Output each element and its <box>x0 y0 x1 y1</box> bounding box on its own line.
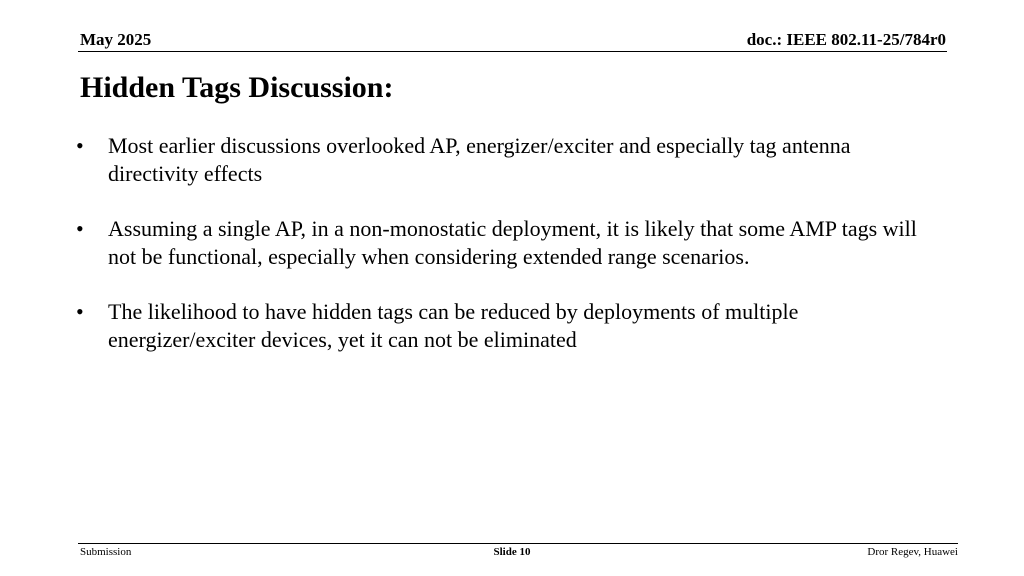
bullet-dot-icon: • <box>76 133 84 158</box>
header-divider <box>78 51 947 52</box>
header-doc-id: doc.: IEEE 802.11-25/784r0 <box>746 30 946 49</box>
footer-submission: Submission <box>80 546 132 558</box>
bullet-item <box>76 132 936 188</box>
footer-author: Dror Regev, Huawei <box>867 546 958 558</box>
bullet-text: Assuming a single AP, in a non-monostatic deployment, it is likely that some AMP tags will not be functional, especially when considering extended range scenarios. <box>108 216 917 269</box>
bullet-item <box>76 215 936 271</box>
slide-title: Hidden Tags Discussion: <box>80 71 394 104</box>
bullet-text: Most earlier discussions overlooked AP, energizer/exciter and especially tag antenna directivity effects <box>108 133 851 186</box>
header-date: May 2025 <box>80 30 152 49</box>
footer-divider <box>78 543 958 544</box>
bullet-text: The likelihood to have hidden tags can be reduced by deployments of multiple energizer/exciter devices, yet it can not be eliminated <box>108 299 799 352</box>
bullet-dot-icon: • <box>76 299 84 324</box>
bullet-item <box>76 298 936 354</box>
bullet-list <box>76 132 936 381</box>
bullet-dot-icon: • <box>76 216 84 241</box>
footer-slide-number: Slide 10 <box>493 546 531 558</box>
